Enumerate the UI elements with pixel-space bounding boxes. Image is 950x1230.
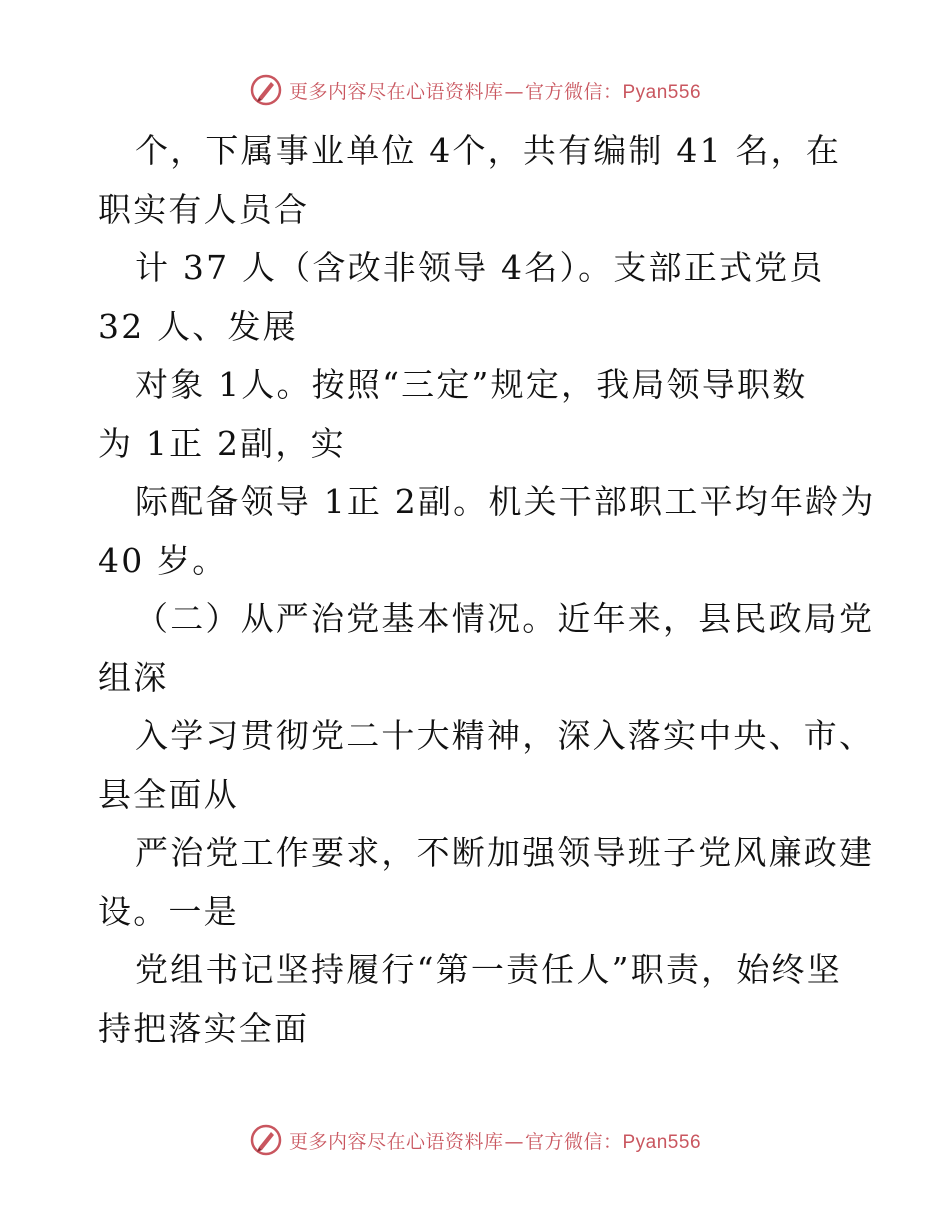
document-body bbox=[98, 122, 876, 1058]
text-line: 严治党工作要求，不断加强领导班子党风廉政建 bbox=[135, 833, 875, 872]
text-line: 32 人、发展 bbox=[98, 306, 298, 346]
text-line: 入学习贯彻党二十大精神，深入落实中央、市、 bbox=[135, 716, 875, 755]
text-line: （二）从严治党基本情况。近年来，县民政局党 bbox=[135, 599, 875, 638]
footer-watermark bbox=[0, 1120, 950, 1160]
text-line: 职实有人员合 bbox=[98, 189, 310, 229]
text-line: 对象 1人。按照“三定”规定，我局领导职数 bbox=[135, 365, 808, 404]
text-line: 为 1正 2副，实 bbox=[98, 423, 346, 463]
watermark-text: 更多内容尽在心语资料库—官方微信：Pyan556 bbox=[288, 80, 702, 103]
text-line: 40 岁。 bbox=[98, 540, 228, 580]
text-line: 党组书记坚持履行“第一责任人”职责，始终坚 bbox=[135, 950, 842, 989]
text-line: 计 37 人（含改非领导 4名）。支部正式党员 bbox=[135, 248, 825, 287]
watermark-text: 更多内容尽在心语资料库—官方微信：Pyan556 bbox=[288, 1130, 702, 1153]
text-line: 持把落实全面 bbox=[98, 1008, 310, 1048]
text-line: 县全面从 bbox=[98, 774, 239, 814]
text-line: 际配备领导 1正 2副。机关干部职工平均年龄为 bbox=[135, 482, 876, 521]
pen-logo-icon bbox=[249, 1123, 283, 1157]
text-line: 设。一是 bbox=[98, 891, 239, 931]
text-line: 组深 bbox=[98, 657, 169, 697]
text-line: 个，下属事业单位 4个，共有编制 41 名，在 bbox=[135, 131, 842, 170]
header-watermark bbox=[0, 70, 950, 110]
pen-logo-icon bbox=[249, 73, 283, 107]
